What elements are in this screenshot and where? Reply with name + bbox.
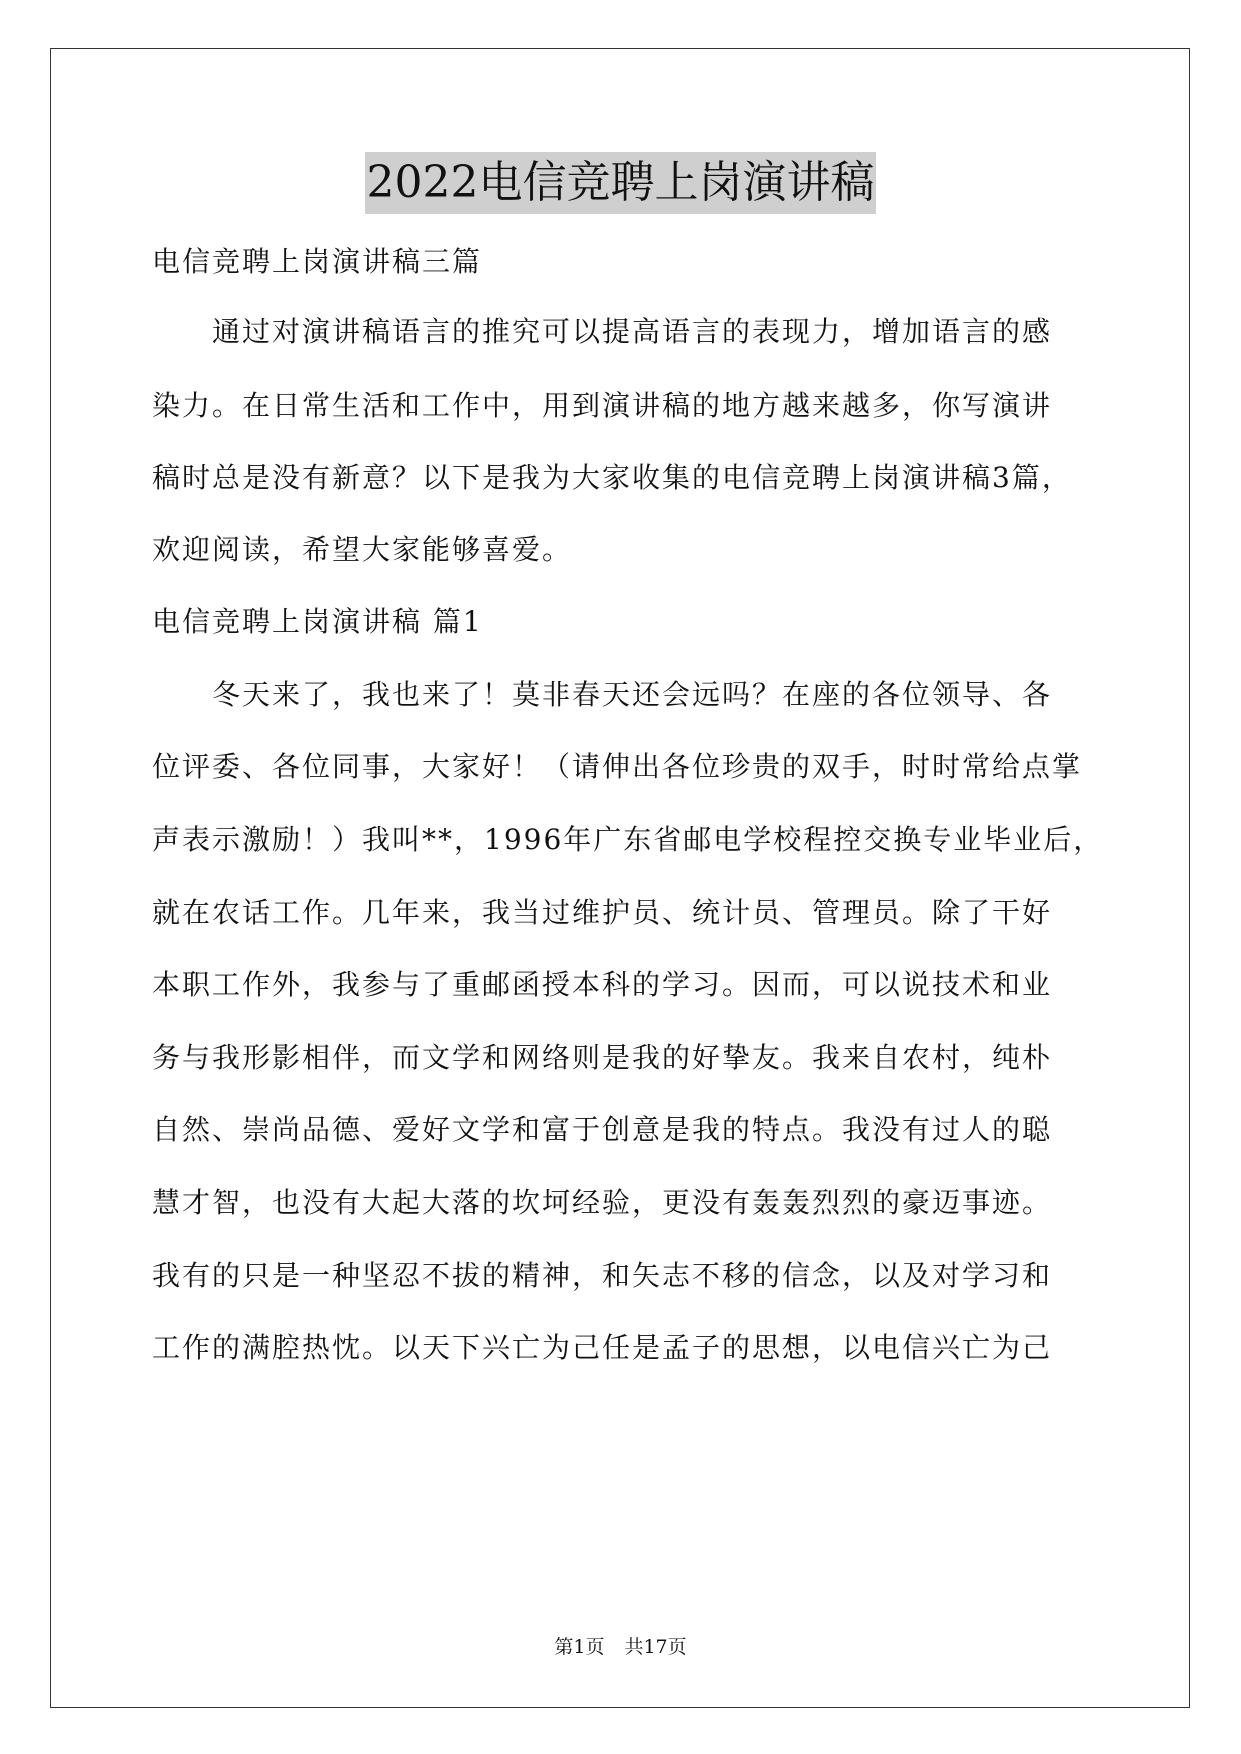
body-line-5: 本职工作外，我参与了重邮函授本科的学习。因而，可以说技术和业: [152, 968, 1053, 1001]
page-border: [50, 48, 1190, 1708]
page-footer: [0, 1634, 1241, 1660]
body-line-2: 位评委、各位同事，大家好！（请伸出各位珍贵的双手，时时常给点掌: [152, 750, 1083, 783]
body-line-6: 务与我形影相伴，而文学和网络则是我的好挚友。我来自农村，纯朴: [152, 1041, 1053, 1074]
body-line-8: 慧才智，也没有大起大落的坎坷经验，更没有轰轰烈烈的豪迈事迹。: [152, 1186, 1053, 1219]
body-line-3: 声表示激励！）我叫**，1996年广东省邮电学校程控交换专业毕业后，: [152, 823, 1104, 856]
body-line-10: 工作的满腔热忱。以天下兴亡为己任是孟子的思想，以电信兴亡为己: [152, 1331, 1053, 1364]
title-container: [0, 152, 1241, 214]
body-line-1: 冬天来了，我也来了！莫非春天还会远吗？在座的各位领导、各: [212, 678, 1053, 711]
intro-line-1: 通过对演讲稿语言的推究可以提高语言的表现力，增加语言的感: [212, 315, 1053, 348]
document-title: 2022电信竞聘上岗演讲稿: [365, 152, 877, 214]
body-line-4: 就在农话工作。几年来，我当过维护员、统计员、管理员。除了干好: [152, 896, 1053, 929]
body-line-9: 我有的只是一种坚忍不拔的精神，和矢志不移的信念，以及对学习和: [152, 1259, 1053, 1292]
intro-line-3: 稿时总是没有新意？以下是我为大家收集的电信竞聘上岗演讲稿3篇，: [152, 461, 1072, 494]
page-total: 共17页: [624, 1636, 687, 1658]
section-heading: 电信竞聘上岗演讲稿 篇1: [152, 605, 483, 638]
page-number: 第1页: [554, 1636, 605, 1658]
document-subtitle: 电信竞聘上岗演讲稿三篇: [152, 245, 483, 278]
intro-line-4: 欢迎阅读，希望大家能够喜爱。: [152, 533, 573, 566]
intro-line-2: 染力。在日常生活和工作中，用到演讲稿的地方越来越多，你写演讲: [152, 389, 1053, 422]
body-line-7: 自然、崇尚品德、爱好文学和富于创意是我的特点。我没有过人的聪: [152, 1113, 1053, 1146]
